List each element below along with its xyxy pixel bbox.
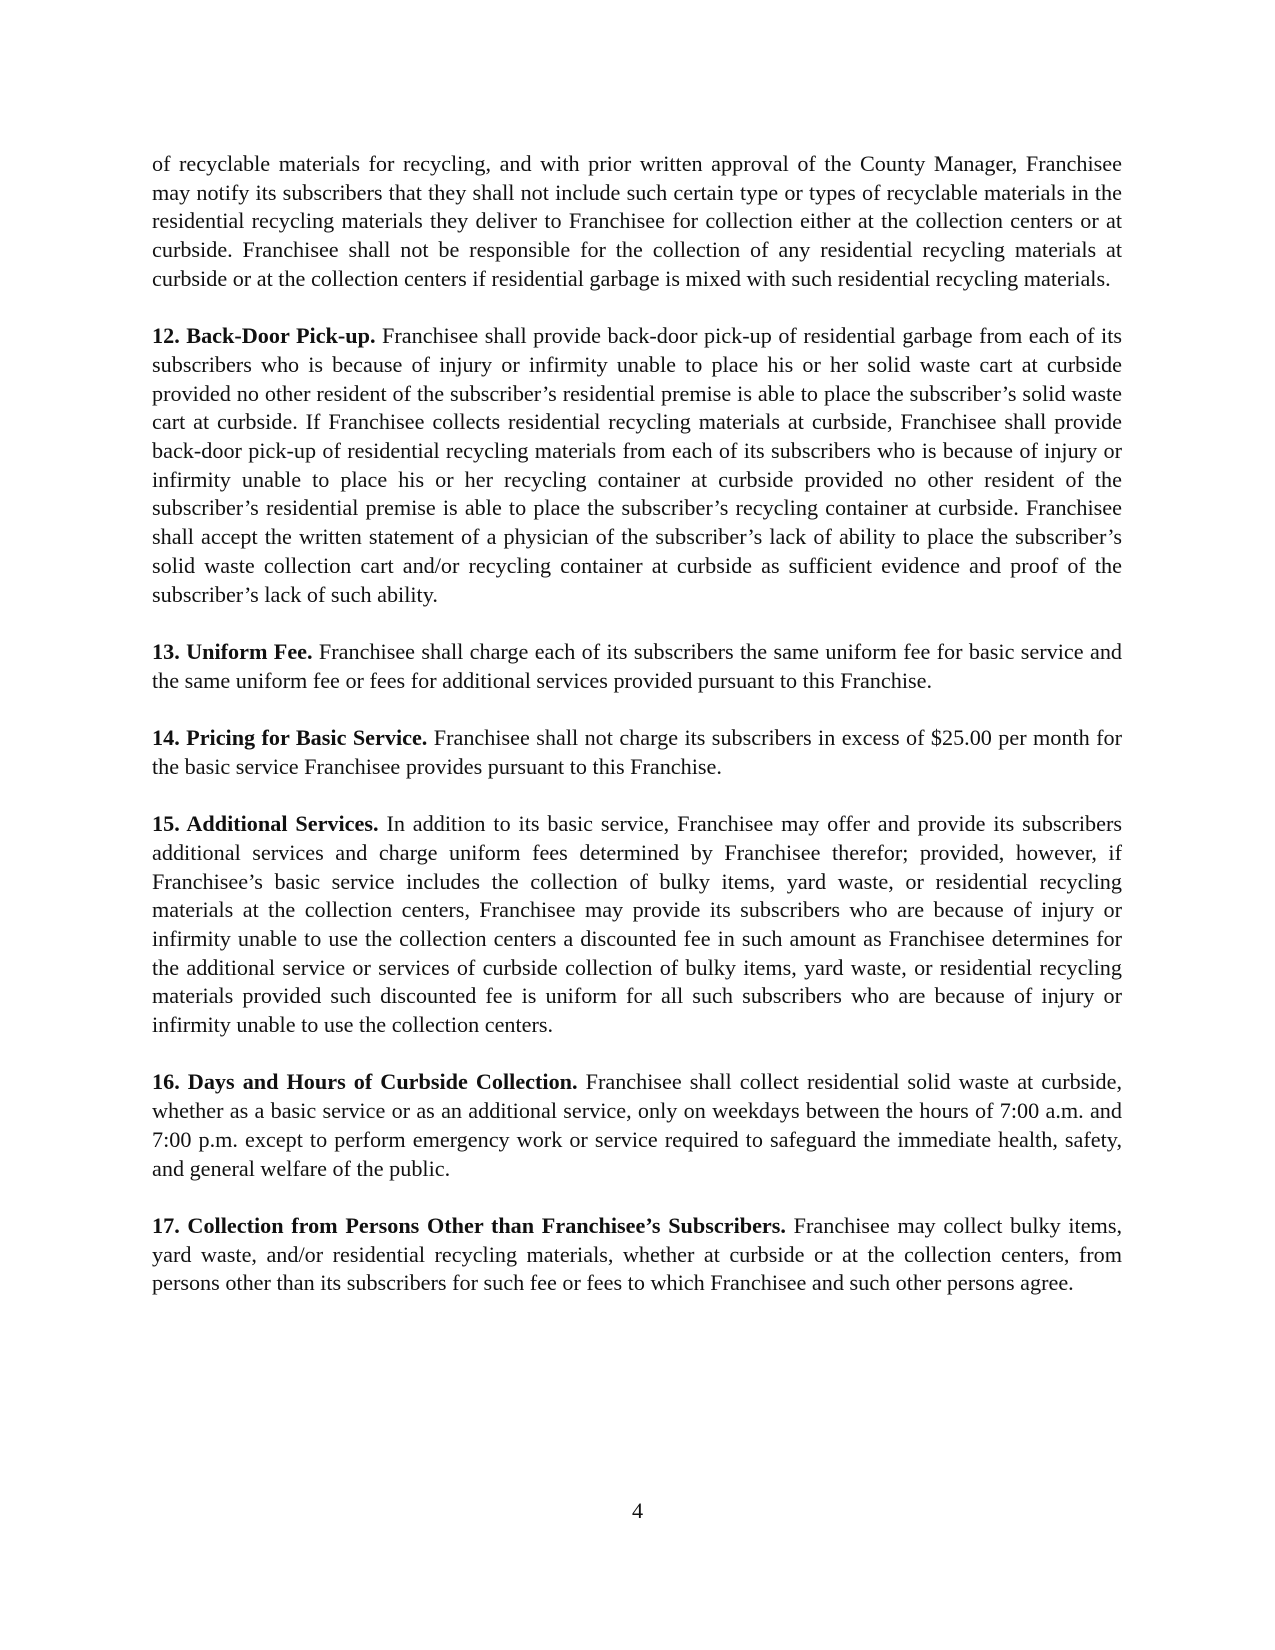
paragraph-text: Franchisee shall collect residential solid waste at curbside, whether as a basic service or as an additional service, only on weekdays between the hours of 7:00 a.m. and 7:00 p.m. except to perform emergency work or service required to safeguard the immediate health, safety, and general welfare of the public. bbox=[152, 1069, 1122, 1181]
paragraph-text: of recyclable materials for recycling, and with prior written approval of the County Manager, Franchisee may notify its subscribers that they shall not include such certain type or types of recyclable materials in the residential recycling materials they deliver to Franchisee for collection either at the collection centers or at curbside. Franchisee shall not be responsible for the collection of any residential recycling materials at curbside or at the collection centers if residential garbage is mixed with such residential recycling materials. bbox=[152, 151, 1122, 291]
section-heading: 14. Pricing for Basic Service. bbox=[152, 725, 428, 751]
paragraph-text: Franchisee shall not charge its subscribers in excess of $25.00 per month for the basic service Franchisee provides pursuant to this Franchise. bbox=[152, 725, 1123, 779]
section-17-collection-other-persons bbox=[152, 1212, 1122, 1298]
section-heading: 13. Uniform Fee. bbox=[152, 638, 313, 664]
paragraph-text: Franchisee shall charge each of its subscribers the same uniform fee for basic service and the same uniform fee or fees for additional services provided pursuant to this Franchise. bbox=[152, 638, 1123, 693]
section-heading: 16. Days and Hours of Curbside Collection. bbox=[152, 1069, 578, 1095]
section-15-additional-services bbox=[152, 810, 1122, 1040]
page-number: 4 bbox=[631, 1498, 644, 1523]
paragraph-text: In addition to its basic service, Franchisee may offer and provide its subscribers additional services and charge uniform fees determined by Franchisee therefor; provided, however, if Franchisee’s basic service includes the collection of bulky items, yard waste, or residential recycling materials at the collection centers, Franchisee may provide its subscribers who are because of injury or infirmity unable to use the collection centers a discounted fee in such amount as Franchisee determines for the additional service or services of curbside collection of bulky items, yard waste, or residential recycling materials provided such discounted fee is uniform for all such subscribers who are because of injury or infirmity unable to use the collection centers. bbox=[152, 811, 1122, 1038]
section-heading: 17. Collection from Persons Other than Franchisee’s Subscribers. bbox=[152, 1212, 786, 1238]
section-12-back-door-pickup bbox=[152, 322, 1122, 609]
paragraph-continuation bbox=[152, 150, 1122, 294]
document-page bbox=[152, 150, 1122, 1327]
paragraph-text: Franchisee may collect bulky items, yard waste, and/or residential recycling materials, whether at curbside or at the collection centers, from persons other than its subscribers for such fee or fees to which Franchisee and such other persons agree. bbox=[152, 1212, 1122, 1296]
paragraph-text: Franchisee shall provide back-door pick-up of residential garbage from each of its subscribers who is because of injury or infirmity unable to place his or her solid waste cart at curbside provided no other resident of the subscriber’s residential premise is able to place the subscriber’s solid waste cart at curbside. If Franchisee collects residential recycling materials at curbside, Franchisee shall provide back-door pick-up of residential recycling materials from each of its subscribers who is because of injury or infirmity unable to place his or her recycling container at curbside provided no other resident of the subscriber’s residential premise is able to place the subscriber’s recycling container at curbside. Franchisee shall accept the written statement of a physician of the subscriber’s lack of ability to place the subscriber’s solid waste collection cart and/or recycling container at curbside as sufficient evidence and proof of the subscriber’s lack of such ability. bbox=[152, 323, 1122, 607]
section-13-uniform-fee bbox=[152, 638, 1122, 695]
section-16-days-hours-collection bbox=[152, 1068, 1122, 1183]
section-heading: 12. Back-Door Pick-up. bbox=[152, 323, 376, 349]
section-heading: 15. Additional Services. bbox=[152, 811, 379, 837]
section-14-pricing-basic-service bbox=[152, 724, 1122, 781]
